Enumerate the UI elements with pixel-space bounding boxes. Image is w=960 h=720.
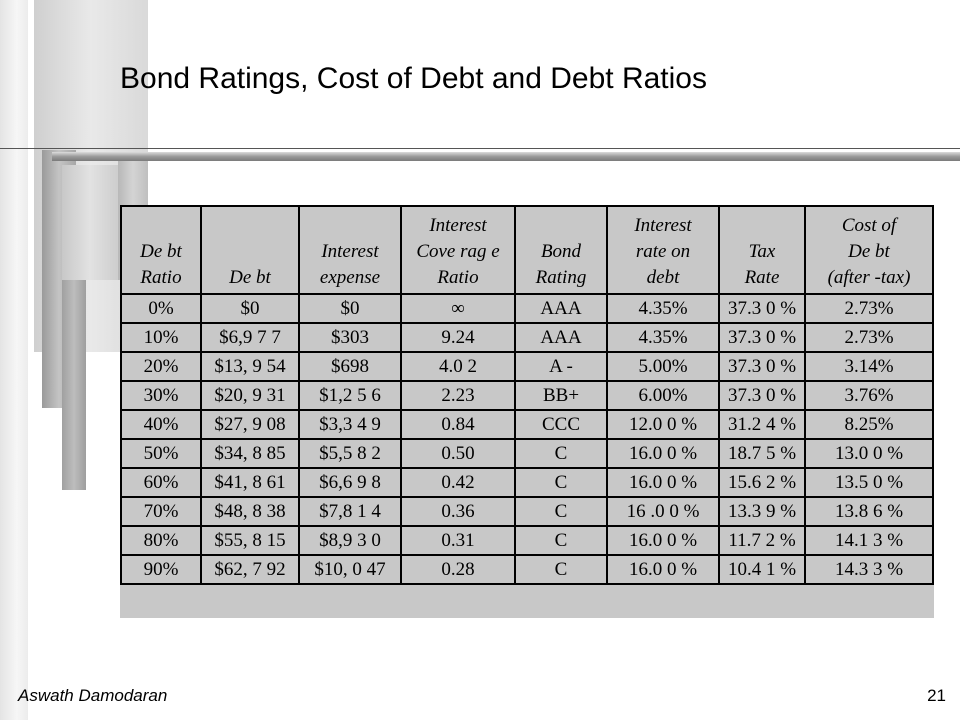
table-row <box>121 381 933 410</box>
table-cell: AAA <box>515 294 607 323</box>
table-cell: 3.14% <box>805 352 933 381</box>
header-line: Interest <box>321 241 379 262</box>
table-row <box>121 468 933 497</box>
header-line: De bt <box>848 241 890 262</box>
decor-bar-1 <box>0 0 28 720</box>
header-line: debt <box>646 267 680 288</box>
table-cell: 20% <box>121 352 201 381</box>
header-line: rate on <box>635 241 691 262</box>
table-cell: A - <box>515 352 607 381</box>
header-line: Rate <box>744 267 780 288</box>
table-cell: 0.31 <box>401 526 515 555</box>
header-line: Ratio <box>437 267 479 288</box>
table-cell: C <box>515 555 607 584</box>
table-cell: C <box>515 439 607 468</box>
table-cell: CCC <box>515 410 607 439</box>
table-row <box>121 294 933 323</box>
table-cell: $3,3 4 9 <box>299 410 401 439</box>
table-cell: 13.5 0 % <box>805 468 933 497</box>
table-cell: 13.0 0 % <box>805 439 933 468</box>
table-row <box>121 439 933 468</box>
table-cell: 12.0 0 % <box>607 410 719 439</box>
header-line: Interest <box>634 215 692 236</box>
table-cell: 14.1 3 % <box>805 526 933 555</box>
table-cell: 40% <box>121 410 201 439</box>
table-cell: $303 <box>299 323 401 352</box>
table-row <box>121 410 933 439</box>
header-line: Bond <box>540 241 582 262</box>
table-cell: $1,2 5 6 <box>299 381 401 410</box>
header-line: Cove rag e <box>416 241 500 262</box>
table-cell: 90% <box>121 555 201 584</box>
table-cell: $55, 8 15 <box>201 526 299 555</box>
table-row <box>121 497 933 526</box>
table-cell: $34, 8 85 <box>201 439 299 468</box>
table-cell: 80% <box>121 526 201 555</box>
header-line: Interest <box>429 215 487 236</box>
table-cell: $8,9 3 0 <box>299 526 401 555</box>
table-cell: 0% <box>121 294 201 323</box>
header-line: (after -tax) <box>827 267 911 288</box>
header-line: expense <box>319 267 381 288</box>
table-row <box>121 555 933 584</box>
table-cell: $27, 9 08 <box>201 410 299 439</box>
table-cell: 8.25% <box>805 410 933 439</box>
table-cell: 2.23 <box>401 381 515 410</box>
table-cell: 37.3 0 % <box>719 323 805 352</box>
table-row <box>121 352 933 381</box>
table-cell: $20, 9 31 <box>201 381 299 410</box>
table-cell: 37.3 0 % <box>719 381 805 410</box>
table-cell: 16.0 0 % <box>607 526 719 555</box>
table-cell: $10, 0 47 <box>299 555 401 584</box>
table-cell: AAA <box>515 323 607 352</box>
table-cell: 0.36 <box>401 497 515 526</box>
table-cell: 2.73% <box>805 294 933 323</box>
table-cell: 0.50 <box>401 439 515 468</box>
table-cell: ∞ <box>401 294 515 323</box>
table-cell: 13.8 6 % <box>805 497 933 526</box>
header-line: De bt <box>229 267 271 288</box>
slide-title: Bond Ratings, Cost of Debt and Debt Ratios <box>120 62 707 95</box>
header-line: Rating <box>535 267 587 288</box>
table-cell: 37.3 0 % <box>719 352 805 381</box>
table-cell: 0.84 <box>401 410 515 439</box>
table-cell: 2.73% <box>805 323 933 352</box>
table-cell: $62, 7 92 <box>201 555 299 584</box>
table-cell: BB+ <box>515 381 607 410</box>
header-interest-coverage-ratio <box>401 206 515 294</box>
table-cell: 0.42 <box>401 468 515 497</box>
table-cell: 50% <box>121 439 201 468</box>
table-body <box>121 294 933 584</box>
table-cell: $6,9 7 7 <box>201 323 299 352</box>
header-line: Ratio <box>140 267 182 288</box>
table-cell: 14.3 3 % <box>805 555 933 584</box>
table-cell: 10.4 1 % <box>719 555 805 584</box>
ratings-table <box>120 205 934 585</box>
table-cell: C <box>515 497 607 526</box>
table-cell: 10% <box>121 323 201 352</box>
header-debt-ratio <box>121 206 201 294</box>
table-cell: 4.35% <box>607 323 719 352</box>
table-cell: 37.3 0 % <box>719 294 805 323</box>
header-line: Tax <box>748 241 776 262</box>
table-cell: 18.7 5 % <box>719 439 805 468</box>
table-cell: $5,5 8 2 <box>299 439 401 468</box>
table-cell: 70% <box>121 497 201 526</box>
table-cell: 5.00% <box>607 352 719 381</box>
table-cell: 3.76% <box>805 381 933 410</box>
table-cell: $6,6 9 8 <box>299 468 401 497</box>
table-cell: 16.0 0 % <box>607 439 719 468</box>
table-cell: $13, 9 54 <box>201 352 299 381</box>
table-cell: $0 <box>299 294 401 323</box>
table-cell: $48, 8 38 <box>201 497 299 526</box>
table-cell: 31.2 4 % <box>719 410 805 439</box>
decor-bar-4 <box>62 165 118 280</box>
table-cell: 0.28 <box>401 555 515 584</box>
header-cost-of-debt <box>805 206 933 294</box>
table-cell: 30% <box>121 381 201 410</box>
table-cell: C <box>515 468 607 497</box>
header-interest-rate <box>607 206 719 294</box>
table-row <box>121 526 933 555</box>
table-cell: 60% <box>121 468 201 497</box>
table-cell: C <box>515 526 607 555</box>
table-cell: 15.6 2 % <box>719 468 805 497</box>
header-line: Cost of <box>841 215 897 236</box>
table-cell: 4.35% <box>607 294 719 323</box>
decor-bar-5 <box>62 280 86 490</box>
header-tax-rate <box>719 206 805 294</box>
title-rule-thick <box>52 152 960 161</box>
table-cell: 11.7 2 % <box>719 526 805 555</box>
table-cell: 9.24 <box>401 323 515 352</box>
footer-page-number: 21 <box>927 686 946 705</box>
table-header-row <box>121 206 933 294</box>
header-debt <box>201 206 299 294</box>
table-cell: $41, 8 61 <box>201 468 299 497</box>
header-line: De bt <box>140 241 182 262</box>
table-cell: 16.0 0 % <box>607 468 719 497</box>
table-cell: $0 <box>201 294 299 323</box>
table-row <box>121 323 933 352</box>
table-cell: 6.00% <box>607 381 719 410</box>
table-panel <box>120 205 934 618</box>
table-cell: 13.3 9 % <box>719 497 805 526</box>
header-bond-rating <box>515 206 607 294</box>
table-cell: 16 .0 0 % <box>607 497 719 526</box>
table-cell: $7,8 1 4 <box>299 497 401 526</box>
table-cell: 4.0 2 <box>401 352 515 381</box>
table-cell: 16.0 0 % <box>607 555 719 584</box>
table-cell: $698 <box>299 352 401 381</box>
title-rule-thin <box>0 148 960 149</box>
header-interest-expense <box>299 206 401 294</box>
footer-author: Aswath Damodaran <box>18 686 168 705</box>
